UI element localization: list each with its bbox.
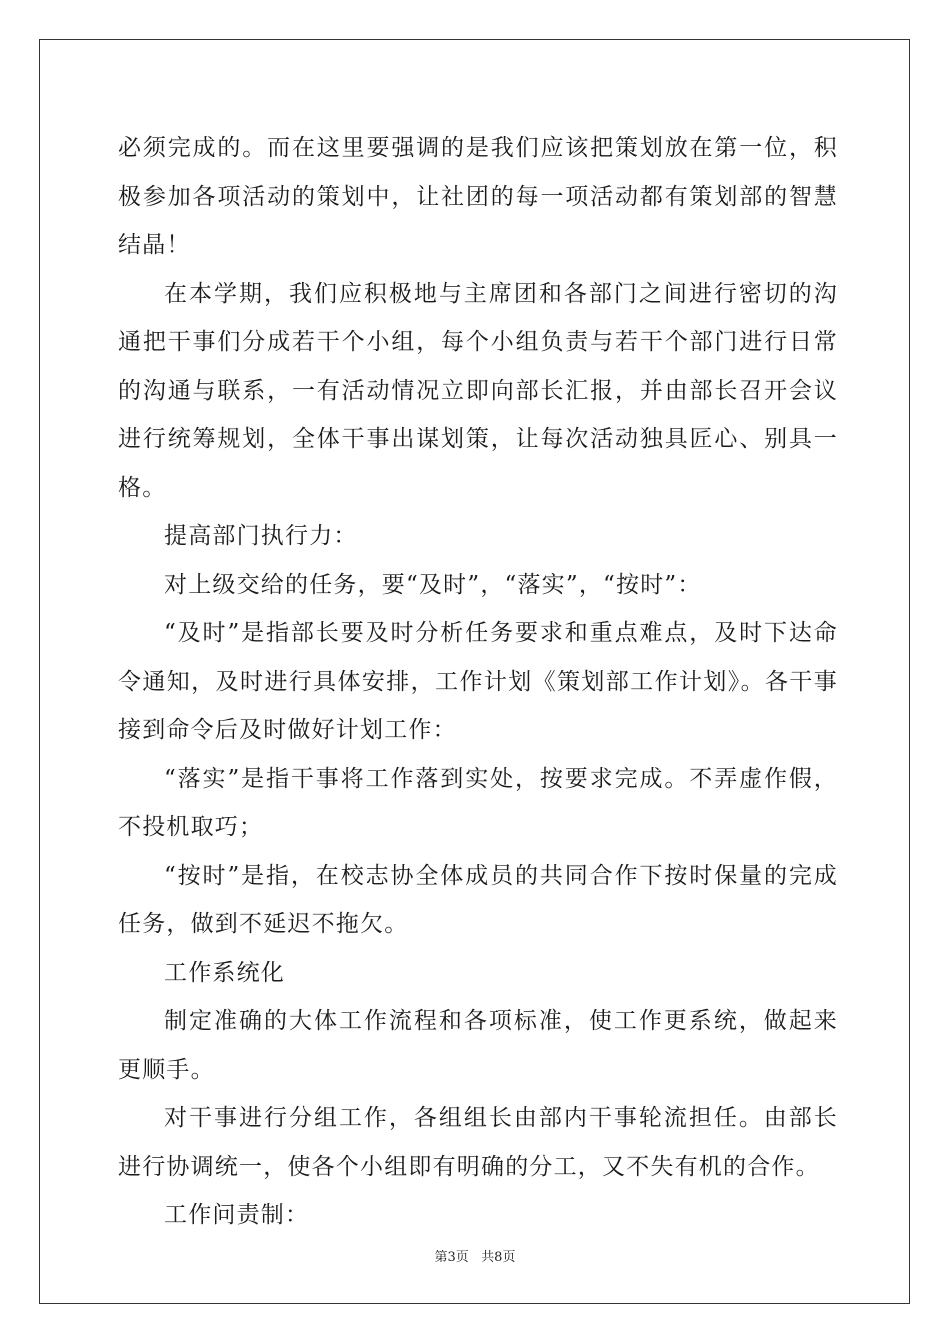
paragraph-2: 在本学期，我们应积极地与主席团和各部门之间进行密切的沟通把干事们分成若干个小组，每个小组负责与若干个部门进行日常的沟通与联系，一有活动情况立即向部长汇报，并由部长召开会议进行统筹规划，全体干事出谋划策，让每次活动独具匠心、别具一格。 xyxy=(118,280,838,501)
paragraph-4: 对上级交给的任务，要“及时”，“落实”，“按时”： xyxy=(164,571,702,598)
paragraph-11: 工作问责制： xyxy=(164,1202,310,1228)
paragraph-8: 工作系统化 xyxy=(164,959,285,986)
paragraph-5: “及时”是指部长要及时分析任务要求和重点难点，及时下达命令通知，及时进行具体安排，工作计划《策划部工作计划》。各干事接到命令后及时做好计划工作： xyxy=(118,620,838,743)
page-number: 第3页 共8页 xyxy=(434,1250,516,1265)
paragraph-10: 对干事进行分组工作，各组组长由部内干事轮流担任。由部长进行协调统一，使各个小组即有明确的分工，又不失有机的合作。 xyxy=(118,1105,838,1180)
document-body xyxy=(118,124,838,1240)
paragraph-1: 必须完成的。而在这里要强调的是我们应该把策划放在第一位，积极参加各项活动的策划中，让社团的每一项活动都有策划部的智慧结晶！ xyxy=(118,135,838,258)
paragraph-3: 提高部门执行力： xyxy=(164,523,358,549)
page-footer xyxy=(0,1246,950,1265)
paragraph-6: “落实”是指干事将工作落到实处，按要求完成。不弄虚作假，不投机取巧； xyxy=(118,765,838,840)
paragraph-7: “按时”是指，在校志协全体成员的共同合作下按时保量的完成任务，做到不延迟不拖欠。 xyxy=(118,862,838,937)
paragraph-9: 制定准确的大体工作流程和各项标准，使工作更系统，做起来更顺手。 xyxy=(118,1008,838,1083)
